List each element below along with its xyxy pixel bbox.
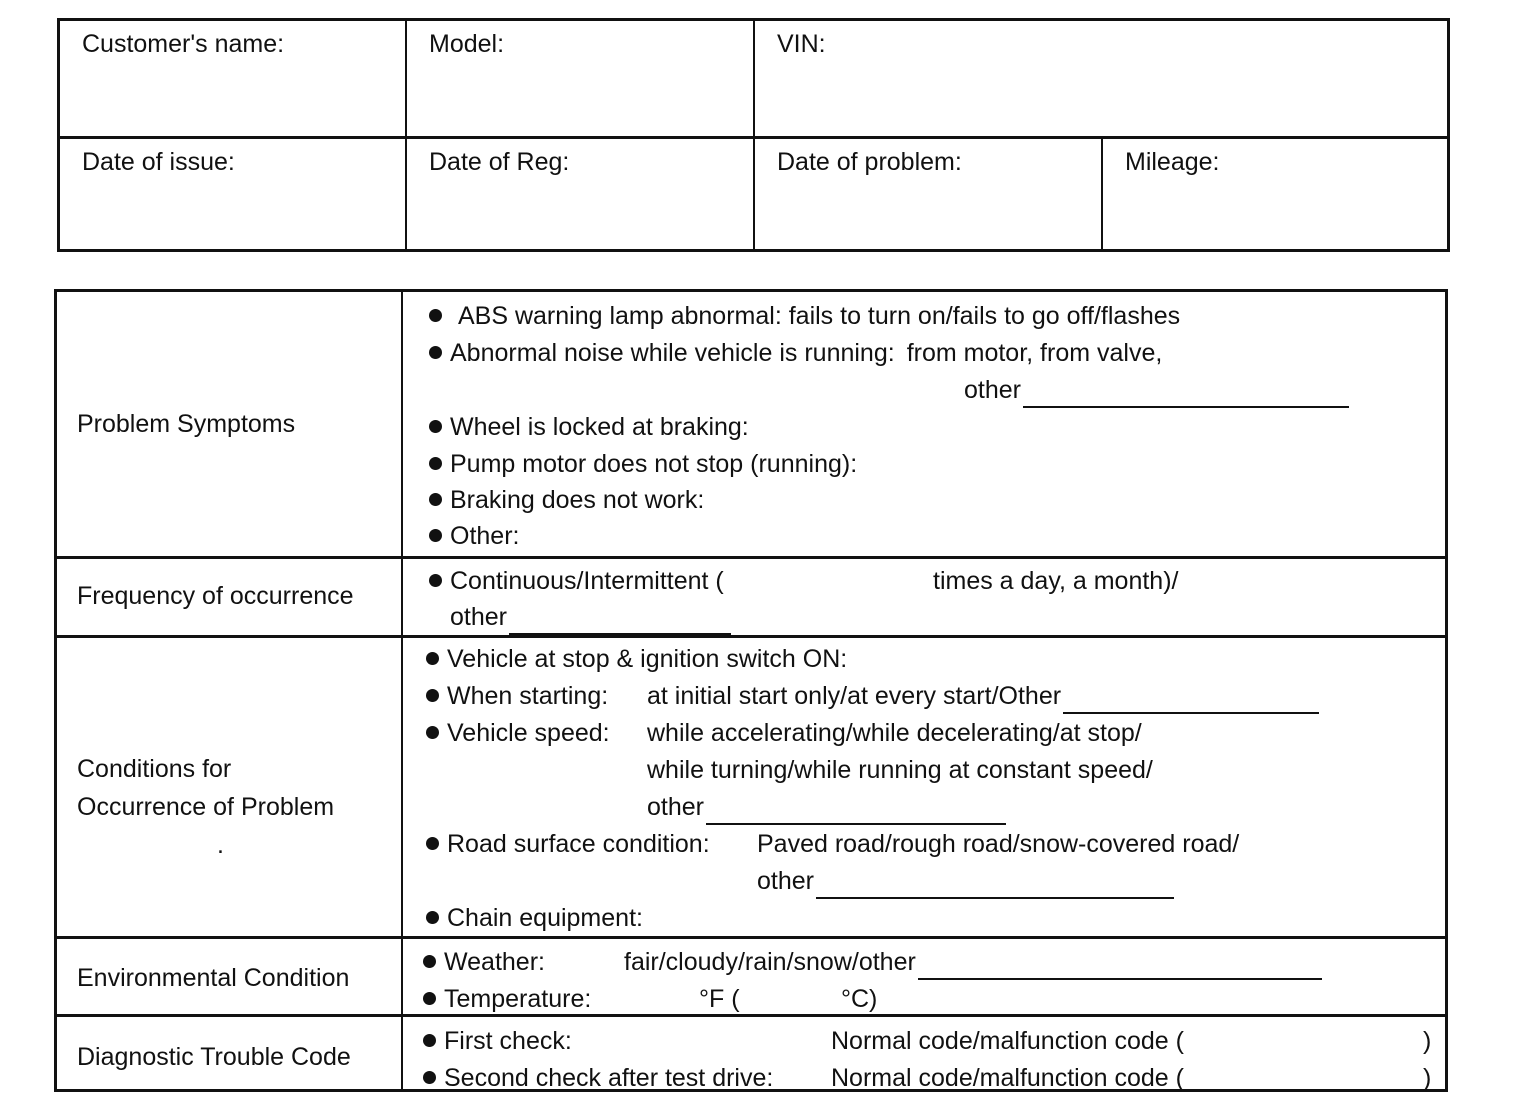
bullet-icon (429, 574, 442, 587)
row-divider (60, 136, 1447, 139)
conditions-label-line1: Conditions for (77, 755, 232, 783)
bullet-icon (426, 837, 439, 850)
problem-symptoms-label: Problem Symptoms (77, 410, 296, 438)
temperature-c-unit: °C) (841, 985, 878, 1013)
bullet-icon (423, 992, 436, 1005)
fill-in-line[interactable] (1063, 688, 1319, 714)
weather-options[interactable]: fair/cloudy/rain/snow/other (624, 944, 1322, 980)
pump-motor-item[interactable]: Pump motor does not stop (running): (429, 446, 857, 482)
speed-other-field[interactable]: other (647, 789, 1006, 825)
row-divider (57, 635, 1445, 638)
first-check-code: Normal code/malfunction code ( (831, 1027, 1184, 1055)
when-starting-item[interactable]: When starting: (426, 678, 608, 714)
model-field[interactable]: Model: (429, 30, 505, 58)
second-check-item[interactable]: Second check after test drive: (423, 1060, 773, 1096)
abnormal-noise-item[interactable]: Abnormal noise while vehicle is running: from motor, from valve, (429, 335, 1162, 371)
frequency-label: Frequency of occurrence (77, 582, 354, 610)
fill-in-line[interactable] (918, 954, 1322, 980)
row-divider (57, 556, 1445, 559)
conditions-label-line2: Occurrence of Problem (77, 793, 335, 821)
second-check-close-paren: ) (1423, 1064, 1432, 1092)
first-check-close-paren: ) (1423, 1027, 1432, 1055)
bullet-icon (426, 726, 439, 739)
bullet-icon (429, 529, 442, 542)
bullet-icon (429, 309, 442, 322)
second-check-code: Normal code/malfunction code ( (831, 1064, 1184, 1092)
first-check-item[interactable]: First check: (423, 1023, 572, 1059)
fill-in-line[interactable] (1023, 382, 1349, 408)
temperature-item[interactable]: Temperature: (423, 981, 591, 1017)
abs-lamp-item[interactable]: ABS warning lamp abnormal: fails to turn on/fails to go off/flashes (429, 298, 1180, 334)
frequency-other-field[interactable]: other (450, 599, 731, 635)
bullet-icon (429, 457, 442, 470)
bullet-icon (423, 1071, 436, 1084)
fill-in-line[interactable] (816, 873, 1174, 899)
road-options: Paved road/rough road/snow-covered road/ (757, 830, 1240, 858)
road-other-field[interactable]: other (757, 863, 1174, 899)
conditions-label-dot: . (217, 831, 224, 859)
symptom-other-item[interactable]: Other: (429, 518, 519, 554)
date-of-problem-field[interactable]: Date of problem: (777, 148, 962, 176)
bullet-icon (429, 420, 442, 433)
road-surface-item[interactable]: Road surface condition: (426, 826, 710, 862)
vin-field[interactable]: VIN: (777, 30, 826, 58)
noise-other-field[interactable]: other (964, 372, 1349, 408)
bullet-icon (426, 689, 439, 702)
dtc-label: Diagnostic Trouble Code (77, 1043, 351, 1071)
fill-in-line[interactable] (706, 799, 1006, 825)
date-of-issue-field[interactable]: Date of issue: (82, 148, 235, 176)
times-per-period-text: times a day, a month)/ (933, 567, 1179, 595)
problem-details-table (54, 289, 1448, 1092)
customer-name-field[interactable]: Customer's name: (82, 30, 285, 58)
weather-item[interactable]: Weather: (423, 944, 545, 980)
mileage-field[interactable]: Mileage: (1125, 148, 1220, 176)
continuous-intermittent-item[interactable]: Continuous/Intermittent ( (429, 563, 724, 599)
date-of-reg-field[interactable]: Date of Reg: (429, 148, 570, 176)
bullet-icon (423, 1034, 436, 1047)
braking-item[interactable]: Braking does not work: (429, 482, 704, 518)
vehicle-speed-item[interactable]: Vehicle speed: (426, 715, 610, 751)
ignition-on-item[interactable]: Vehicle at stop & ignition switch ON: (426, 641, 847, 677)
speed-options-line2: while turning/while running at constant speed/ (647, 756, 1153, 784)
starting-options[interactable]: at initial start only/at every start/Other (647, 678, 1319, 714)
temperature-f-unit: °F ( (699, 985, 740, 1013)
chain-equipment-item[interactable]: Chain equipment: (426, 900, 643, 936)
bullet-icon (426, 911, 439, 924)
bullet-icon (423, 955, 436, 968)
row-divider (57, 1014, 1445, 1017)
row-divider (57, 936, 1445, 939)
bullet-icon (429, 346, 442, 359)
bullet-icon (429, 493, 442, 506)
bullet-icon (426, 652, 439, 665)
column-divider (401, 292, 403, 1089)
environmental-label: Environmental Condition (77, 964, 350, 992)
wheel-locked-item[interactable]: Wheel is locked at braking: (429, 409, 749, 445)
fill-in-line[interactable] (509, 609, 731, 635)
speed-options-line1: while accelerating/while decelerating/at stop/ (647, 719, 1142, 747)
vehicle-info-table (57, 18, 1450, 252)
